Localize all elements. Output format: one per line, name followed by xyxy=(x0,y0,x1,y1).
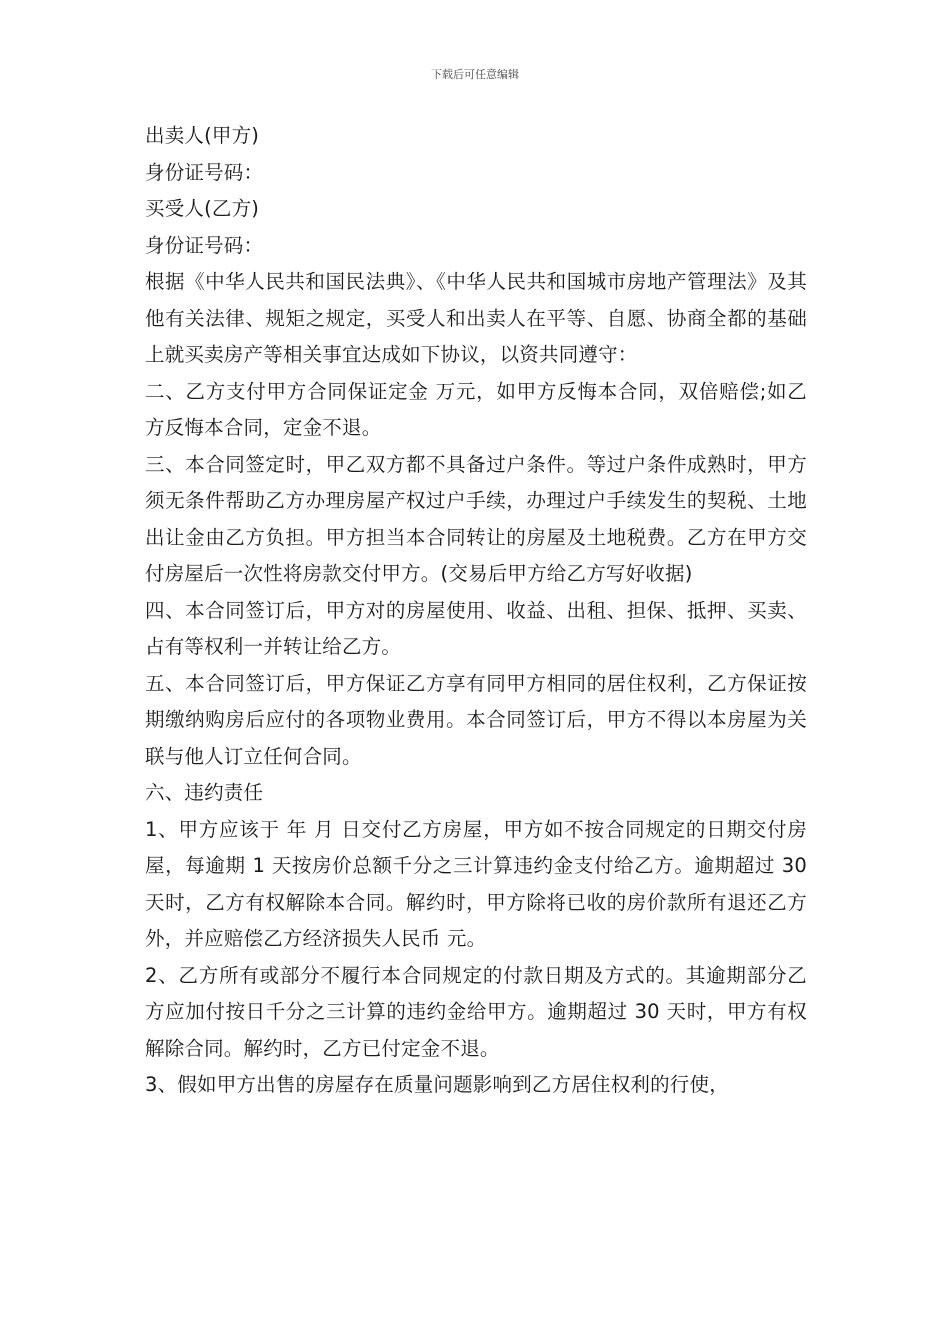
seller-id-number: 身份证号码： xyxy=(145,160,264,184)
seller-label: 出卖人(甲方) xyxy=(145,124,260,147)
buyer-label: 买受人(乙方) xyxy=(145,197,260,220)
clause-6-heading: 六、违约责任 xyxy=(145,781,264,804)
liability-item-2: 2、乙方所有或部分不履行本合同规定的付款日期及方式的。其逾期部分乙方应加付按日千分之三计算的违约金给甲方。逾期超过 30 天时，甲方有权解除合同。解约时，乙方已付定金不退。 xyxy=(145,963,807,1060)
document-body xyxy=(145,118,807,1104)
preamble-paragraph: 根据《中华人民共和国民法典》、《中华人民共和国城市房地产管理法》及其他有关法律、规矩之规定，买受人和出卖人在平等、自愿、协商全都的基础上就买卖房产等相关事宜达成如下协议，以资共同遵守： xyxy=(145,270,807,366)
clause-4-rights: 四、本合同签订后，甲方对的房屋使用、收益、出租、担保、抵押、买卖、占有等权利一并转让给乙方。 xyxy=(145,598,807,658)
liability-item-1: 1、甲方应该于 年 月 日交付乙方房屋，甲方如不按合同规定的日期交付房屋，每逾期 1 天按房价总额千分之三计算违约金支付给乙方。逾期超过 30 天时，乙方有权解除本合同。解约时，甲方除将已收的房价款所有退还乙方外，并应赔偿乙方经济损失人民币 元。 xyxy=(145,817,807,950)
clause-2-deposit: 二、乙方支付甲方合同保证定金 万元，如甲方反悔本合同，双倍赔偿;如乙方反悔本合同，定金不退。 xyxy=(145,379,807,439)
page-header-note: 下载后可任意编辑 xyxy=(431,68,519,81)
buyer-id-number: 身份证号码： xyxy=(145,233,264,257)
clause-5-residence: 五、本合同签订后，甲方保证乙方享有同甲方相同的居住权利，乙方保证按期缴纳购房后应付的各项物业费用。本合同签订后，甲方不得以本房屋为关联与他人订立任何合同。 xyxy=(145,671,807,768)
clause-3-transfer: 三、本合同签定时，甲乙双方都不具备过户条件。等过户条件成熟时，甲方须无条件帮助乙方办理房屋产权过户手续，办理过户手续发生的契税、土地出让金由乙方负担。甲方担当本合同转让的房屋及土地税费。乙方在甲方交付房屋后一次性将房款交付甲方。(交易后甲方给乙方写好收据) xyxy=(145,452,807,585)
liability-item-3: 3、假如甲方出售的房屋存在质量问题影响到乙方居住权利的行使， xyxy=(145,1073,729,1096)
